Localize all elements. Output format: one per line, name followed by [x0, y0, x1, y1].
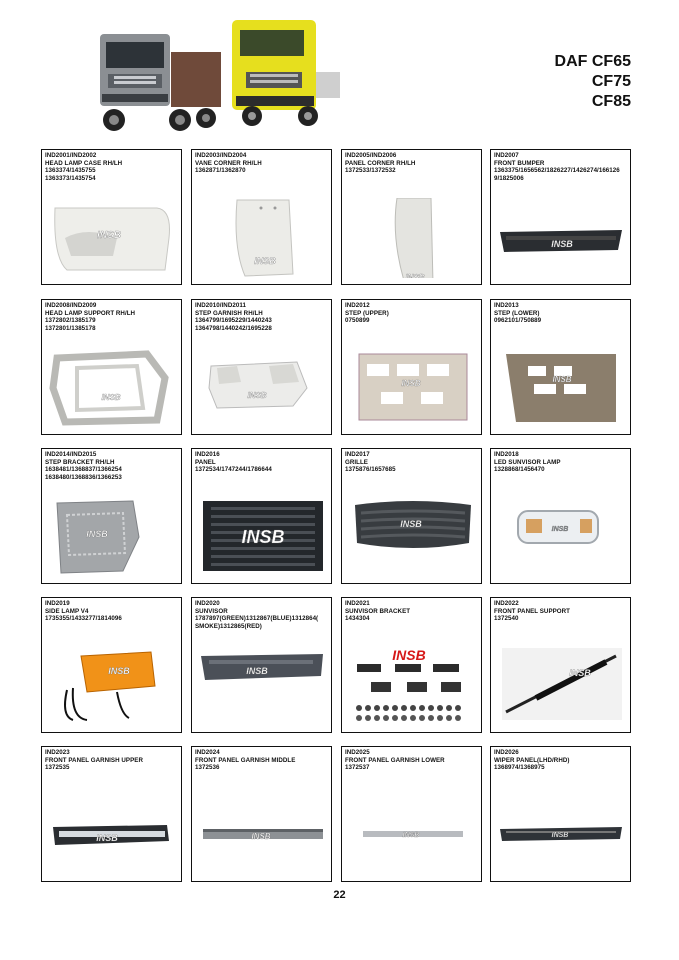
svg-text:INSB: INSB: [551, 239, 573, 249]
part-card: [490, 597, 631, 733]
garnish-middle-image: [197, 795, 327, 880]
part-reference-numbers: 1363375/1656562/1826227/1426274/166126: [494, 167, 620, 175]
part-reference-numbers: 1375876/1657685: [345, 466, 396, 474]
part-name: SUNVISOR: [195, 607, 228, 615]
part-info: [45, 600, 179, 623]
part-code: IND2020: [195, 600, 220, 607]
part-info: [195, 302, 329, 332]
part-code: IND2005/IND2006: [345, 152, 397, 159]
part-info: [45, 302, 179, 332]
panel-image: [197, 497, 327, 582]
panel-corner-image: [347, 198, 477, 283]
garnish-upper-image: [47, 795, 177, 880]
part-info: [195, 600, 329, 630]
svg-text:INSB: INSB: [254, 256, 276, 266]
part-reference-numbers: 0750899: [345, 317, 370, 325]
part-code: IND2013: [494, 302, 519, 309]
part-reference-numbers: 1735355/1433277/1814096: [45, 615, 122, 623]
step-lower-image: [496, 348, 626, 433]
part-reference-numbers: 1372533/1372532: [345, 167, 396, 175]
part-info: [345, 451, 479, 474]
part-card: [341, 597, 482, 733]
vane-corner-image: [197, 198, 327, 283]
part-reference-numbers: 0962101/750889: [494, 317, 542, 325]
part-code: IND2010/IND2011: [195, 302, 246, 309]
part-name: SIDE LAMP V4: [45, 607, 89, 615]
svg-text:INSB: INSB: [401, 379, 421, 388]
grey-truck-icon: [100, 34, 221, 131]
part-info: [45, 451, 179, 481]
svg-text:INSB: INSB: [108, 666, 130, 676]
part-card: [41, 299, 182, 435]
part-name: PANEL: [195, 458, 216, 466]
part-reference-numbers: 1372536: [195, 764, 220, 772]
part-info: [494, 152, 628, 182]
part-card: [191, 299, 332, 435]
part-reference-numbers: 1363373/1435754: [45, 174, 96, 182]
part-info: [345, 152, 479, 175]
part-name: HEAD LAMP SUPPORT RH/LH: [45, 309, 136, 317]
sunvisor-bracket-image: [347, 646, 477, 731]
part-card: [191, 448, 332, 584]
part-reference-numbers: 1362871/1362870: [195, 167, 246, 175]
svg-text:INSB: INSB: [400, 519, 422, 529]
part-code: IND2017: [345, 451, 370, 458]
part-info: [494, 600, 628, 623]
svg-text:INSB: INSB: [97, 230, 121, 241]
svg-text:INSB: INSB: [551, 526, 569, 533]
catalog-title: [555, 52, 631, 112]
part-card: [41, 597, 182, 733]
part-info: [45, 749, 179, 772]
part-reference-numbers: 1434304: [345, 615, 370, 623]
header-trucks-image: [86, 12, 346, 140]
part-code: IND2008/IND2009: [45, 302, 97, 309]
part-info: [195, 152, 329, 175]
part-code: IND2012: [345, 302, 370, 309]
part-code: IND2021: [345, 600, 370, 607]
wiper-panel-image: [496, 795, 626, 880]
svg-text:INSB: INSB: [247, 391, 267, 400]
part-card: [341, 299, 482, 435]
part-card: [41, 448, 182, 584]
part-card: [490, 299, 631, 435]
front-bumper-image: [496, 198, 626, 283]
svg-text:INSB: INSB: [405, 273, 425, 278]
part-info: [345, 600, 479, 623]
part-reference-numbers: 1328868/1456470: [494, 466, 545, 474]
part-reference-numbers: 1372802/1385179: [45, 317, 96, 325]
part-reference-numbers: 1372537: [345, 764, 370, 772]
svg-text:INSB: INSB: [101, 393, 121, 402]
part-name: STEP GARNISH RH/LH: [195, 309, 263, 317]
sunvisor-image: [197, 646, 327, 731]
title-line-2: CF75: [591, 73, 631, 90]
part-info: [494, 749, 628, 772]
part-reference-numbers: 1372534/1747244/1786644: [195, 466, 272, 474]
part-name: FRONT PANEL GARNISH UPPER: [45, 756, 143, 764]
part-card: [41, 746, 182, 882]
part-name: STEP (UPPER): [345, 309, 389, 317]
part-name: FRONT PANEL GARNISH LOWER: [345, 756, 445, 764]
part-code: IND2019: [45, 600, 70, 607]
part-name: STEP BRACKET RH/LH: [45, 458, 115, 466]
gas-strut-image: [496, 646, 626, 731]
part-info: [195, 451, 329, 474]
part-reference-numbers: SMOKE)1312865(RED): [195, 622, 262, 630]
part-card: [490, 448, 631, 584]
part-info: [494, 451, 628, 474]
svg-text:INSB: INSB: [96, 833, 118, 843]
part-code: IND2025: [345, 749, 370, 756]
part-reference-numbers: 1364799/1695229/1440243: [195, 317, 272, 325]
part-name: FRONT PANEL SUPPORT: [494, 607, 571, 615]
part-name: PANEL CORNER RH/LH: [345, 159, 416, 167]
garnish-lower-image: [347, 795, 477, 880]
part-card: [490, 149, 631, 285]
part-code: IND2001/IND2002: [45, 152, 97, 159]
part-name: FRONT PANEL GARNISH MIDDLE: [195, 756, 296, 764]
part-reference-numbers: 1368974/1368975: [494, 764, 545, 772]
part-name: FRONT BUMPER: [494, 159, 545, 167]
page-number: 22: [333, 889, 346, 901]
svg-text:INSB: INSB: [551, 832, 569, 839]
part-code: IND2007: [494, 152, 519, 159]
part-card: [341, 149, 482, 285]
title-line-3: CF85: [591, 93, 631, 110]
headlamp-support-image: [47, 348, 177, 433]
part-card: [341, 746, 482, 882]
part-reference-numbers: 1638480/1368836/1366253: [45, 473, 122, 481]
part-info: [45, 152, 179, 182]
part-code: IND2026: [494, 749, 519, 756]
part-code: IND2018: [494, 451, 519, 458]
grille-image: [347, 497, 477, 582]
part-info: [195, 749, 329, 772]
part-card: [41, 149, 182, 285]
part-card: [191, 746, 332, 882]
part-reference-numbers: 1363374/1435755: [45, 167, 96, 175]
part-card: [490, 746, 631, 882]
side-lamp-image: [47, 646, 177, 731]
part-card: [341, 448, 482, 584]
part-name: HEAD LAMP CASE RH/LH: [45, 159, 123, 167]
part-code: IND2016: [195, 451, 220, 458]
headlamp-case-image: [47, 198, 177, 283]
part-reference-numbers: 1372535: [45, 764, 70, 772]
part-reference-numbers: 9/1825006: [494, 174, 524, 182]
step-garnish-image: [197, 348, 327, 433]
part-code: IND2014/IND2015: [45, 451, 97, 458]
yellow-truck-icon: [232, 20, 340, 126]
svg-text:INSB: INSB: [246, 666, 268, 676]
svg-text:INSB: INSB: [569, 668, 591, 678]
title-line-1: DAF CF65: [554, 53, 631, 70]
part-name: GRILLE: [345, 458, 368, 466]
part-name: LED SUNVISOR LAMP: [494, 458, 561, 466]
part-info: [345, 749, 479, 772]
part-card: [191, 597, 332, 733]
part-reference-numbers: 1638481/1368837/1366254: [45, 466, 122, 474]
step-bracket-image: [47, 497, 177, 582]
part-name: VANE CORNER RH/LH: [195, 159, 262, 167]
part-name: SUNVISOR BRACKET: [345, 607, 411, 615]
part-reference-numbers: 1787897(GREEN)1312867(BLUE)1312864(: [195, 615, 319, 623]
sunvisor-lamp-image: [496, 497, 626, 582]
svg-text:INSB: INSB: [86, 529, 108, 539]
part-name: WIPER PANEL(LHD/RHD): [494, 756, 570, 764]
part-code: IND2003/IND2004: [195, 152, 247, 159]
svg-text:INSB: INSB: [402, 832, 420, 839]
part-info: [494, 302, 628, 325]
part-code: IND2022: [494, 600, 519, 607]
svg-text:INSB: INSB: [552, 375, 572, 384]
svg-text:INSB: INSB: [251, 832, 271, 841]
part-name: STEP (LOWER): [494, 309, 540, 317]
svg-text:INSB: INSB: [241, 527, 285, 547]
part-reference-numbers: 1372540: [494, 615, 519, 623]
svg-text:INSB: INSB: [392, 647, 426, 663]
step-upper-image: [347, 348, 477, 433]
part-reference-numbers: 1364798/1440242/1695228: [195, 324, 272, 332]
part-reference-numbers: 1372801/1385178: [45, 324, 96, 332]
part-code: IND2024: [195, 749, 220, 756]
part-code: IND2023: [45, 749, 70, 756]
part-card: [191, 149, 332, 285]
part-info: [345, 302, 479, 325]
